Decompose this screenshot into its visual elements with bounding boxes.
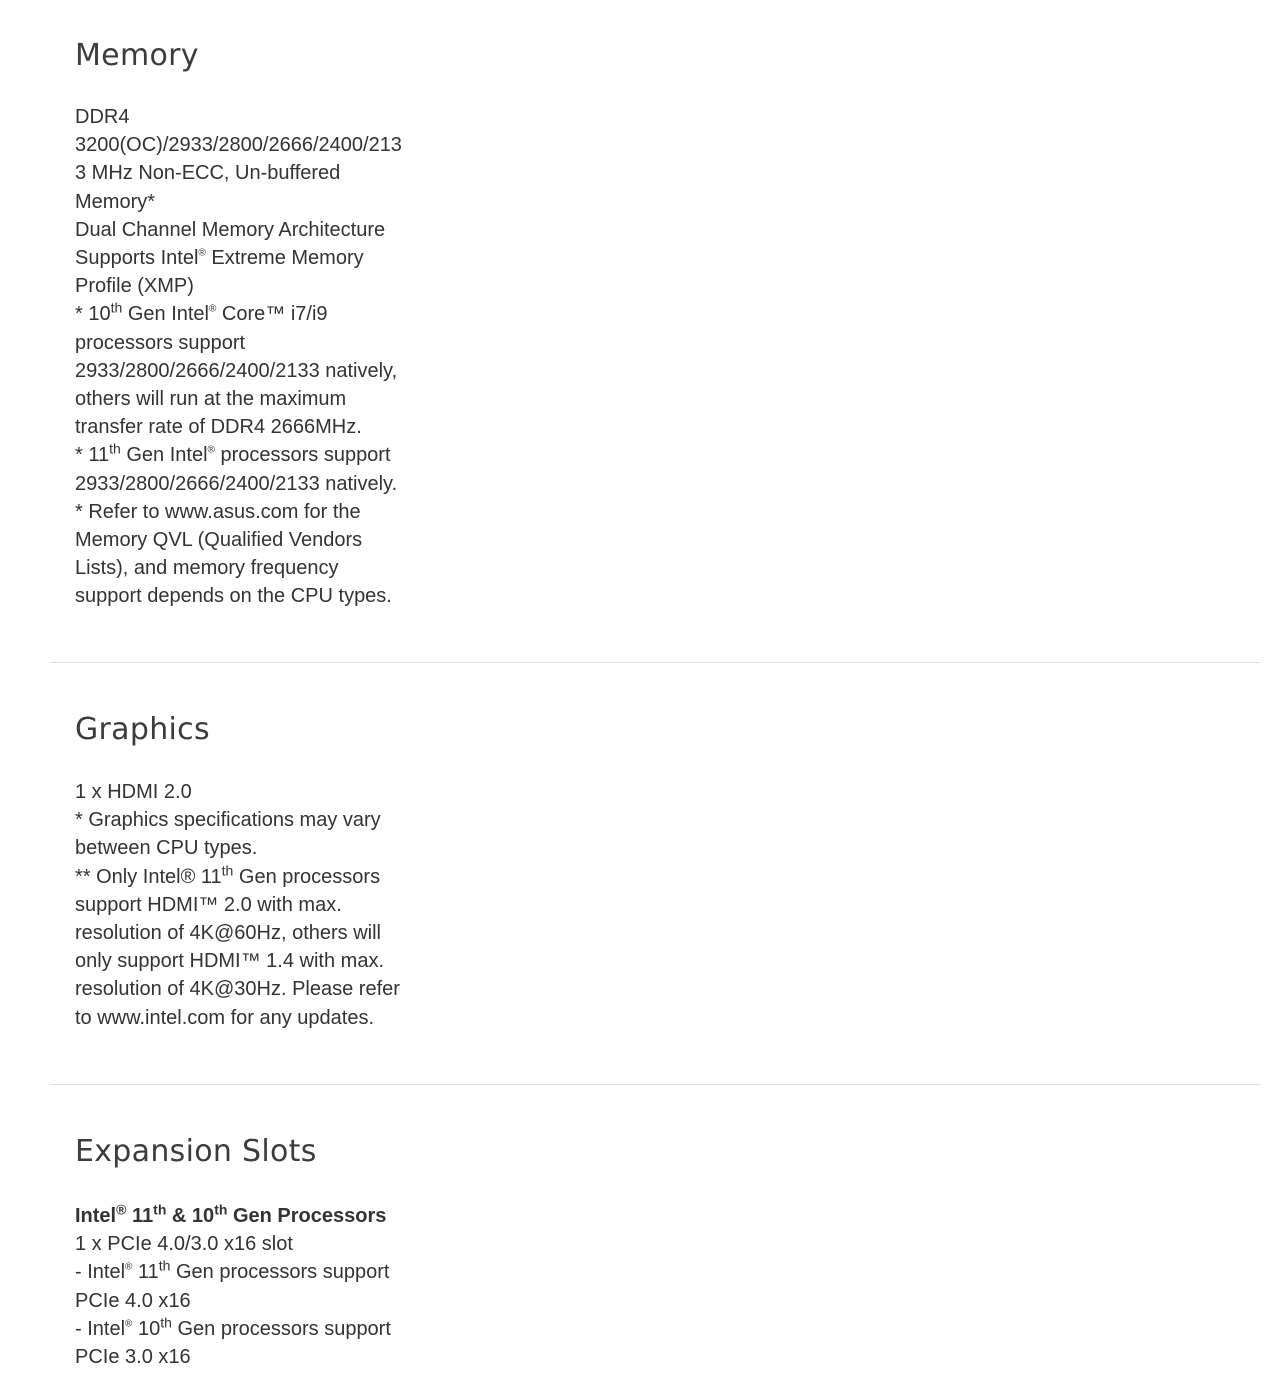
memory-xmp-line2: Profile (XMP) xyxy=(75,275,194,298)
registered-mark: ® xyxy=(125,1261,133,1273)
memory-note1-line4: others will run at the maximum xyxy=(75,388,347,411)
memory-note1-line5: transfer rate of DDR4 2666MHz. xyxy=(75,416,362,439)
expansion-11th-line1: - Intel® 11th Gen processors support xyxy=(75,1257,390,1284)
registered-mark: ® xyxy=(198,247,206,259)
graphics-heading: Graphics xyxy=(75,712,210,747)
expansion-11th-line2: PCIe 4.0 x16 xyxy=(75,1289,191,1312)
graphics-note2-line3: resolution of 4K@60Hz, others will xyxy=(75,922,381,945)
graphics-note2-line5: resolution of 4K@30Hz. Please refer xyxy=(75,978,400,1001)
memory-speeds-line3: Memory* xyxy=(75,190,156,213)
memory-xmp-line1: Supports Intel® Extreme Memory xyxy=(75,247,364,270)
memory-note1-line1: * 10th Gen Intel® Core™ i7/i9 xyxy=(75,299,328,326)
registered-mark: ® xyxy=(209,303,217,315)
memory-note3-line1: * Refer to www.asus.com for the xyxy=(75,500,361,523)
expansion-slot: 1 x PCIe 4.0/3.0 x16 slot xyxy=(75,1233,293,1256)
expansion-10th-line1: - Intel® 10th Gen processors support xyxy=(75,1314,391,1340)
graphics-hdmi: 1 x HDMI 2.0 xyxy=(75,781,192,803)
graphics-note2-line6: to www.intel.com for any updates. xyxy=(75,1006,375,1029)
section-divider xyxy=(50,662,1260,663)
memory-note3-line4: support depends on the CPU types. xyxy=(75,585,392,608)
expansion-subheading: Intel® 11th & 10th Gen Processors xyxy=(75,1201,387,1227)
memory-note2-line1: * 11th Gen Intel® processors support xyxy=(75,440,391,467)
expansion-details xyxy=(75,1202,425,1371)
graphics-details xyxy=(75,778,425,1032)
expansion-10th-line2: PCIe 3.0 x16 xyxy=(75,1346,191,1369)
memory-details xyxy=(75,103,425,611)
memory-note1-line3: 2933/2800/2666/2400/2133 natively, xyxy=(75,359,398,382)
graphics-note1-line1: * Graphics specifications may vary xyxy=(75,809,381,832)
memory-heading: Memory xyxy=(75,38,199,73)
memory-dual-channel: Dual Channel Memory Architecture xyxy=(75,218,386,241)
expansion-heading: Expansion Slots xyxy=(75,1134,317,1169)
section-divider xyxy=(50,1084,1260,1085)
registered-mark: ® xyxy=(207,444,215,456)
memory-note2-line2: 2933/2800/2666/2400/2133 natively. xyxy=(75,472,398,495)
memory-note1-line2: processors support xyxy=(75,331,246,354)
memory-note3-line2: Memory QVL (Qualified Vendors xyxy=(75,529,363,552)
memory-speeds-line1: 3200(OC)/2933/2800/2666/2400/213 xyxy=(75,134,402,157)
memory-note3-line3: Lists), and memory frequency xyxy=(75,557,339,580)
graphics-note1-line2: between CPU types. xyxy=(75,837,258,860)
graphics-note2-line1: ** Only Intel® 11th Gen processors xyxy=(75,861,381,888)
registered-mark: ® xyxy=(125,1318,133,1330)
graphics-note2-line4: only support HDMI™ 1.4 with max. xyxy=(75,950,384,973)
memory-speeds-line2: 3 MHz Non-ECC, Un-buffered xyxy=(75,162,341,185)
memory-ddr-type: DDR4 xyxy=(75,106,130,128)
graphics-note2-line2: support HDMI™ 2.0 with max. xyxy=(75,893,342,916)
